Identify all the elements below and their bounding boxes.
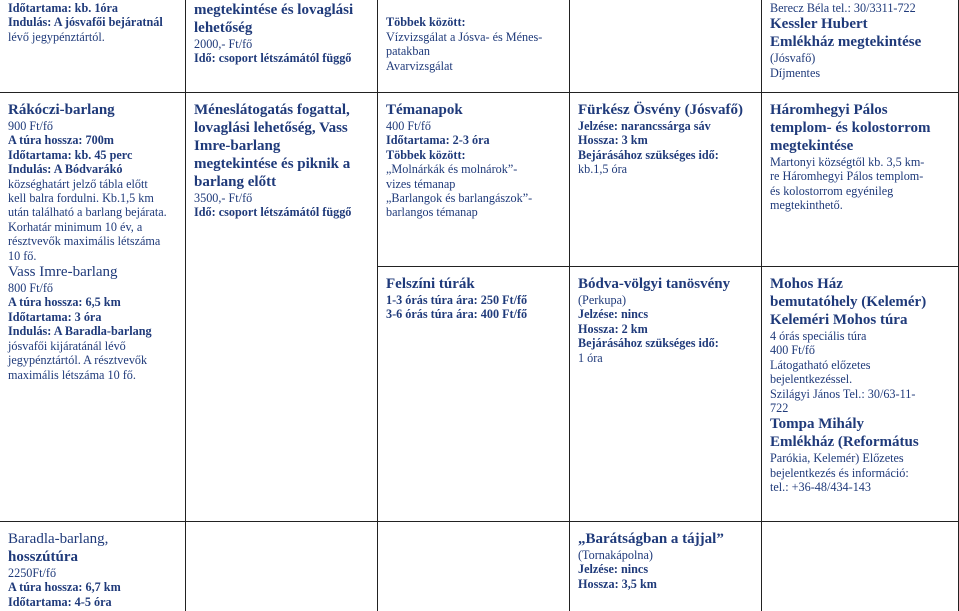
text-line: Korhatár minimum 10 év, a <box>8 219 143 234</box>
text-line: Kessler Hubert <box>770 16 868 33</box>
text-line: (Jósvafő) <box>770 51 816 66</box>
text-line: községhatárt jelző tábla előtt <box>8 176 148 191</box>
text-line: Díjmentes <box>770 65 821 80</box>
text-line: „Molnárkák és molnárok”- <box>386 162 518 177</box>
text-line: „Barátságban a tájjal” <box>578 531 724 547</box>
row-divider-bottom <box>0 521 959 522</box>
text-line: A túra hossza: 700m <box>8 133 114 148</box>
text-line: Felszíni túrák <box>386 276 475 292</box>
text-line: Avarvizsgálat <box>386 58 453 73</box>
text-line: 4 órás speciális túra <box>770 329 867 343</box>
cell-col2-top <box>186 0 377 92</box>
text-line <box>386 1 563 15</box>
text-line: 2000,- Ft/fő <box>194 37 253 51</box>
text-line: Hossza: 3 km <box>578 133 648 148</box>
text-line: 1-3 órás túra ára: 250 Ft/fő <box>386 293 528 307</box>
text-line: 2250Ft/fő <box>8 566 57 580</box>
text-line: Imre-barlang <box>194 138 281 154</box>
text-line: Látogatható előzetes <box>770 357 871 372</box>
cell-col5-top <box>762 0 958 92</box>
text-line: lovaglási lehetőség, Vass <box>194 120 348 136</box>
text-line: megtekintése <box>770 138 854 154</box>
text-line: „Barlangok és barlangászok”- <box>386 191 533 206</box>
text-line: Baradla-barlang, <box>8 531 109 547</box>
text-line: bejelentkezéssel. <box>770 372 853 387</box>
text-line: Keleméri Mohos túra <box>770 312 908 328</box>
text-line: A túra hossza: 6,5 km <box>8 295 121 310</box>
text-line: Vass Imre-barlang <box>8 264 118 281</box>
text-line: Időtartama: 2-3 óra <box>386 133 490 148</box>
text-line: Időtartama: 3 óra <box>8 309 102 324</box>
text-line: Indulás: A Baradla-barlang <box>8 324 152 339</box>
cell-col4-bot <box>570 526 761 611</box>
text-line: Mohos Ház <box>770 276 843 292</box>
cell-col4-mid <box>570 97 761 266</box>
text-line: Többek között: <box>386 15 466 30</box>
row-divider-col3-mid <box>377 266 569 267</box>
text-line: lévő jegypénztártól. <box>8 29 105 44</box>
cell-col1-top <box>0 0 185 92</box>
text-line: Jelzése: nincs <box>578 562 649 577</box>
text-line: Hossza: 3,5 km <box>578 576 657 591</box>
text-line: Idő: csoport létszámától függő <box>194 205 352 220</box>
text-line: Rákóczi-barlang <box>8 102 115 118</box>
text-line: Háromhegyi Pálos <box>770 102 888 118</box>
text-line: re Háromhegyi Pálos templom- <box>770 169 924 184</box>
text-line: Időtartama: kb. 1óra <box>8 1 119 15</box>
text-line: Jelzése: narancssárga sáv <box>578 119 711 133</box>
text-line: 800 Ft/fő <box>8 281 54 296</box>
text-line: 400 Ft/fő <box>386 119 432 133</box>
text-line: résztvevők maximális létszáma <box>8 234 161 249</box>
text-line: Bejárásához szükséges idő: <box>578 336 719 351</box>
text-line: (Perkupa) <box>578 293 627 307</box>
text-line: lehetőség <box>194 20 253 36</box>
text-line: Parókia, Kelemér) Előzetes <box>770 451 904 466</box>
text-line: Tompa Mihály <box>770 416 865 433</box>
cell-col5-mid <box>762 97 958 266</box>
text-line: Indulás: A Bódvarákó <box>8 162 123 177</box>
text-line: Méneslátogatás fogattal, <box>194 102 350 118</box>
text-line: templom- és kolostorrom <box>770 120 931 136</box>
text-line: Témanapok <box>386 102 463 118</box>
text-line: maximális létszáma 10 fő. <box>8 367 136 382</box>
text-line: megtekintése és lovaglási <box>194 2 354 18</box>
text-line: Időtartama: kb. 45 perc <box>8 147 133 162</box>
cell-col3-top <box>378 0 569 92</box>
row-divider-top <box>0 92 959 93</box>
text-line: Szilágyi János Tel.: 30/63-11- <box>770 386 916 401</box>
text-line: megtekintése és piknik a <box>194 156 351 172</box>
text-line: 400 Ft/fő <box>770 343 816 358</box>
text-line: Indulás: A jósvafői bejáratnál <box>8 15 163 30</box>
text-line: Martonyi községtől kb. 3,5 km- <box>770 155 925 169</box>
row-divider-col4-mid <box>569 266 761 267</box>
cell-col1-mid <box>0 97 185 521</box>
text-line: A túra hossza: 6,7 km <box>8 580 121 595</box>
text-line: Vízvizsgálat a Jósva- és Ménes- <box>386 29 543 44</box>
text-line: tel.: +36-48/434-143 <box>770 480 871 495</box>
text-line: vizes témanap <box>386 176 456 191</box>
text-line: patakban <box>386 44 430 59</box>
text-line: Emlékház (Református <box>770 434 919 451</box>
text-line: 900 Ft/fő <box>8 119 54 133</box>
text-line: 3-6 órás túra ára: 400 Ft/fő <box>386 307 528 322</box>
text-line: Többek között: <box>386 147 466 162</box>
cell-col1-bot <box>0 526 185 611</box>
text-line: kb.1,5 óra <box>578 162 628 177</box>
cell-col4-mid2 <box>570 271 761 521</box>
cell-col3-mid2 <box>378 271 569 521</box>
text-line: Fürkész Ösvény (Jósvafő) <box>578 102 743 118</box>
text-line: Bejárásához szükséges idő: <box>578 147 719 162</box>
text-line: 10 fő. <box>8 248 37 263</box>
text-line: Idő: csoport létszámától függő <box>194 51 352 66</box>
text-line: barlangos témanap <box>386 205 478 220</box>
text-line: 1 óra <box>578 350 603 365</box>
text-line: Berecz Béla tel.: 30/3311-722 <box>770 1 916 15</box>
text-line: jósvafői kijáratánál lévő <box>8 338 126 353</box>
text-line: 3500,- Ft/fő <box>194 191 253 205</box>
text-line: és kolostorrom egyénileg <box>770 183 894 198</box>
text-line: jegypénztártól. A résztvevők <box>8 353 148 368</box>
text-line: Hossza: 2 km <box>578 321 648 336</box>
text-line: 722 <box>770 401 789 416</box>
text-line: után található a barlang bejárata. <box>8 205 167 220</box>
cell-col5-mid2 <box>762 271 958 521</box>
text-line: bejelentkezés és információ: <box>770 465 909 480</box>
cell-col3-mid <box>378 97 569 266</box>
text-line: (Tornakápolna) <box>578 548 653 562</box>
row-divider-col5-mid <box>761 266 959 267</box>
text-line: Bódva-völgyi tanösvény <box>578 276 731 292</box>
text-line: bemutatóhely (Kelemér) <box>770 294 927 310</box>
text-line: Időtartama: 4-5 óra <box>8 594 112 609</box>
text-line: Emlékház megtekintése <box>770 34 922 51</box>
text-line: Jelzése: nincs <box>578 307 649 322</box>
cell-col2-mid <box>186 97 377 521</box>
text-line: hosszútúra <box>8 549 79 565</box>
text-line: barlang előtt <box>194 174 277 190</box>
text-line: megtekinthető. <box>770 198 843 213</box>
text-line: kell balra fordulni. Kb.1,5 km <box>8 191 154 206</box>
